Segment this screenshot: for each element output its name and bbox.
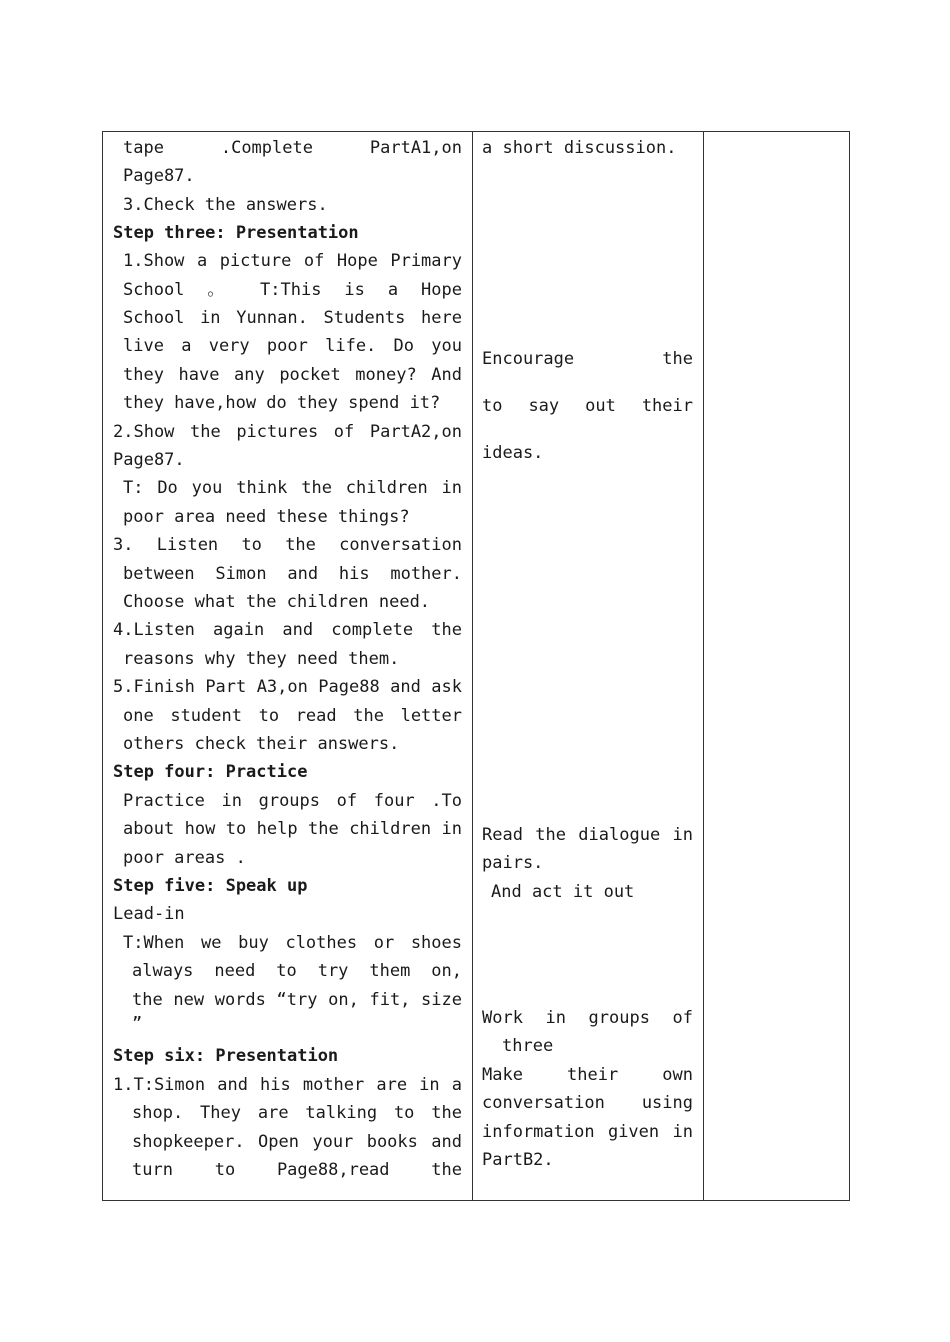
text-line: Practice in groups of four .To (123, 791, 462, 811)
text-line: Lead-in (113, 904, 185, 924)
step-heading: Step three: Presentation (113, 223, 359, 243)
text-line: about how to help the children in (123, 819, 462, 839)
text-line: Work in groups of (482, 1008, 693, 1028)
text-line: the new words “try on, fit, size (132, 990, 462, 1010)
text-line: information given in (482, 1122, 693, 1142)
step-heading: Step four: Practice (113, 762, 308, 782)
text-line: ” (132, 1014, 143, 1034)
text-line: PartB2. (482, 1150, 554, 1170)
text-line: School 。 T:This is a Hope (123, 280, 462, 300)
lesson-plan-table (102, 131, 850, 1201)
text-line: turn to Page88,read the (132, 1160, 462, 1180)
text-line: to say out their (482, 396, 693, 416)
text-line: 1.Show a picture of Hope Primary (123, 251, 462, 271)
text-line: they have,how do they spend it? (123, 393, 441, 413)
text-line: others check their answers. (123, 734, 400, 754)
text-line: T:When we buy clothes or shoes (123, 933, 462, 953)
text-line: Choose what the children need. (123, 592, 431, 612)
notes-cell (704, 132, 850, 1201)
text-line: Page87. (123, 166, 195, 186)
text-line: shop. They are talking to the (132, 1103, 462, 1123)
text-line: live a very poor life. Do you (123, 336, 462, 356)
text-line: pairs. (482, 853, 544, 873)
text-line: a short discussion. (482, 138, 677, 158)
text-line: 4.Listen again and complete the (113, 620, 462, 640)
student-activity-cell (473, 132, 704, 1201)
teaching-procedure-cell (103, 132, 473, 1201)
text-line: T: Do you think the children in (123, 478, 462, 498)
text-line: School in Yunnan. Students here (123, 308, 462, 328)
text-line: shopkeeper. Open your books and (132, 1132, 462, 1152)
text-line: Encourage the (482, 349, 693, 369)
text-line: 2.Show the pictures of PartA2,on (113, 422, 462, 442)
text-line: poor area need these things? (123, 507, 410, 527)
text-line: 1.T:Simon and his mother are in a (113, 1075, 462, 1095)
text-line: ideas. (482, 443, 544, 463)
text-line: poor areas . (123, 848, 246, 868)
text-line: between Simon and his mother. (123, 564, 462, 584)
text-line: Make their own (482, 1065, 693, 1085)
text-line: conversation using (482, 1093, 693, 1113)
text-line: 3.Check the answers. (123, 195, 328, 215)
text-line: tape .Complete PartA1,on (123, 138, 462, 158)
step-heading: Step six: Presentation (113, 1046, 339, 1066)
text-line: 3. Listen to the conversation (113, 535, 462, 555)
text-line: And act it out (491, 882, 635, 902)
step-heading: Step five: Speak up (113, 876, 308, 896)
text-line: 5.Finish Part A3,on Page88 and ask (113, 677, 462, 697)
text-line: always need to try them on, (132, 961, 462, 981)
text-line: Read the dialogue in (482, 825, 693, 845)
text-line: one student to read the letter (123, 706, 462, 726)
table-row (103, 132, 850, 1201)
text-line: Page87. (113, 450, 185, 470)
text-line: they have any pocket money? And (123, 365, 462, 385)
text-line: reasons why they need them. (123, 649, 400, 669)
text-line: three (502, 1036, 554, 1056)
